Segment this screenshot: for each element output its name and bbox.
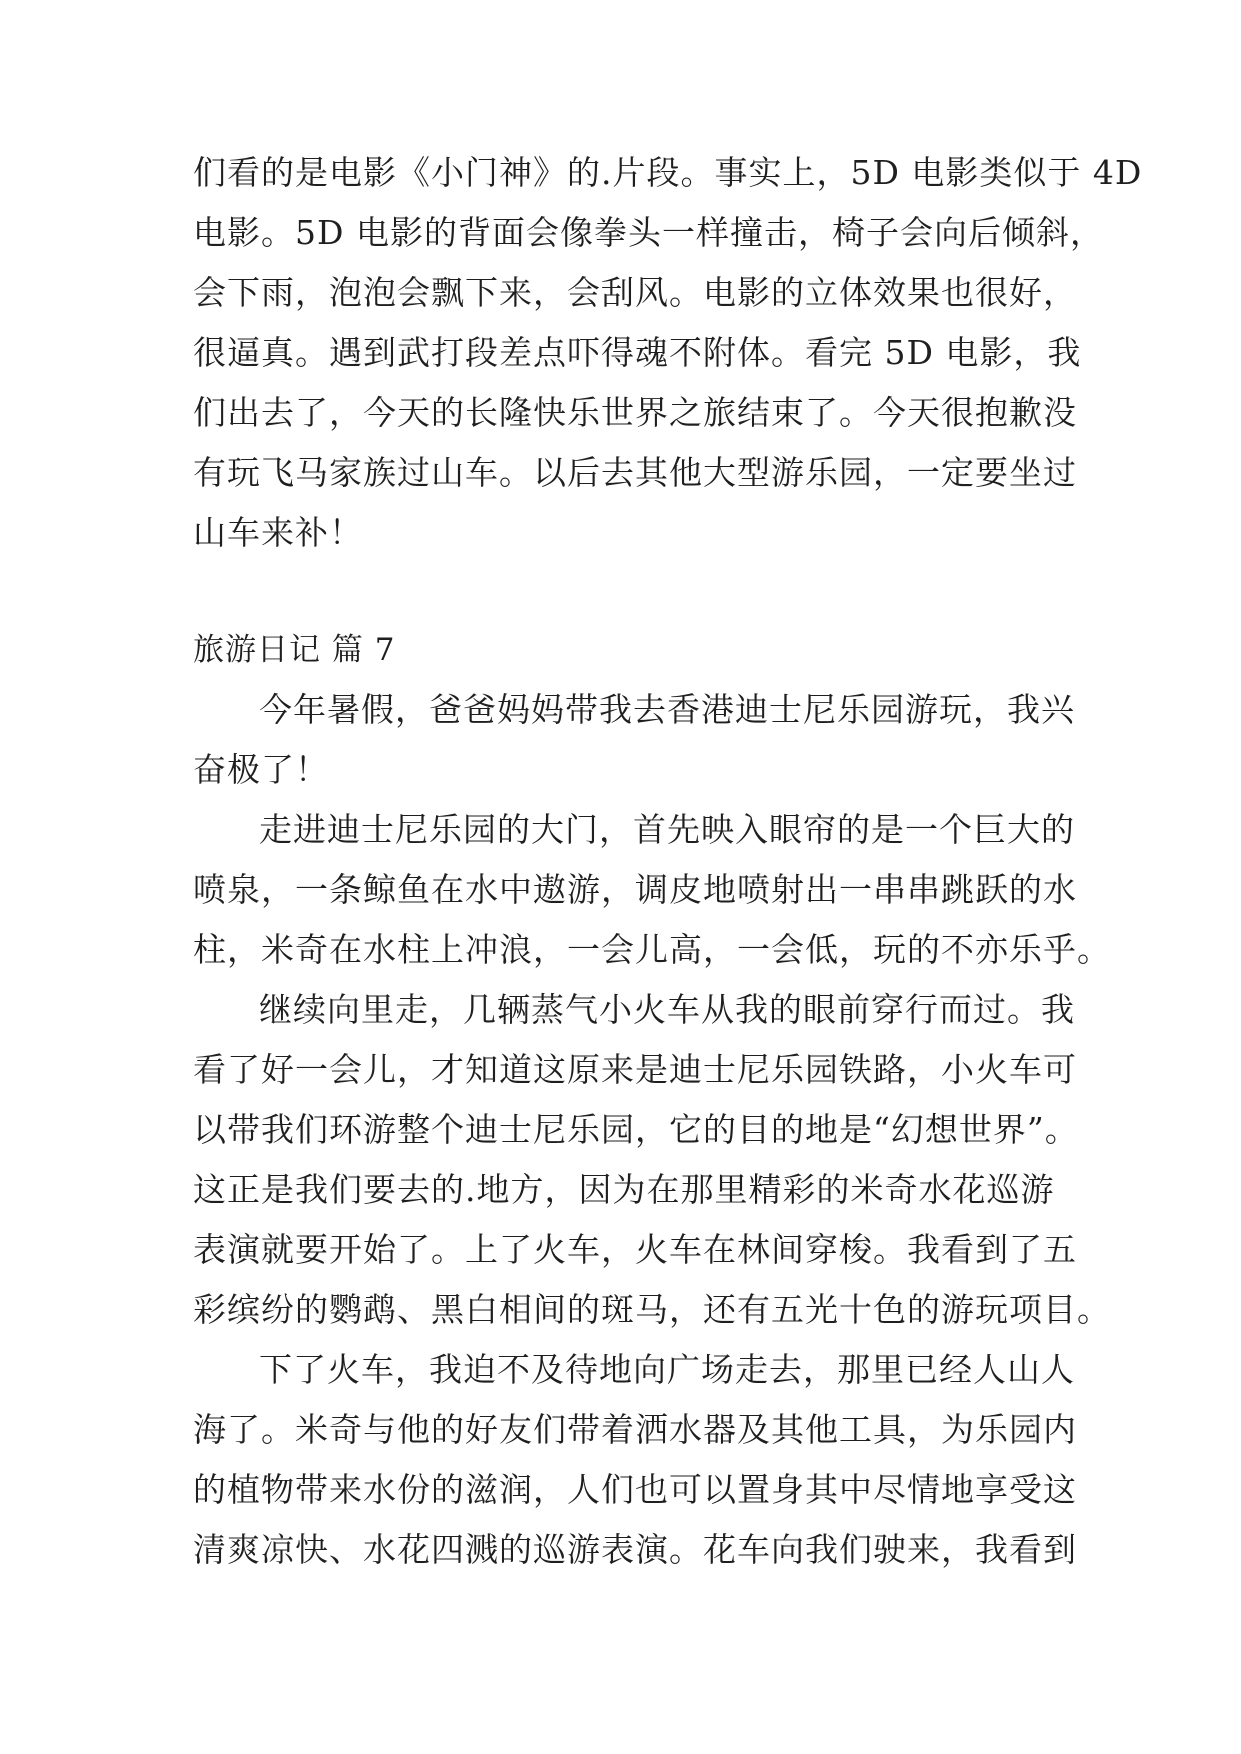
- text-line: 们看的是电影《小门神》的.片段。事实上，5D 电影类似于 4D: [193, 153, 1143, 192]
- section-title: 旅游日记 篇 7: [193, 632, 396, 668]
- text-line: 会下雨，泡泡会飘下来，会刮风。电影的立体效果也很好，: [193, 273, 1077, 312]
- text-line: 山车来补！: [193, 513, 363, 552]
- text-line: 柱，米奇在水柱上冲浪，一会儿高，一会低，玩的不亦乐乎。: [193, 930, 1111, 969]
- text-line: 彩缤纷的鹦鹉、黑白相间的斑马，还有五光十色的游玩项目。: [193, 1290, 1111, 1329]
- text-line: 奋极了！: [193, 750, 329, 789]
- body-text: [193, 680, 1111, 1580]
- text-line: 继续向里走，几辆蒸气小火车从我的眼前穿行而过。我: [259, 990, 1075, 1029]
- text-line: 的植物带来水份的滋润，人们也可以置身其中尽情地享受这: [193, 1470, 1077, 1509]
- text-line: 们出去了，今天的长隆快乐世界之旅结束了。今天很抱歉没: [193, 393, 1077, 432]
- paragraph: [193, 800, 1111, 980]
- text-line: 很逼真。遇到武打段差点吓得魂不附体。看完 5D 电影，我: [193, 333, 1082, 372]
- text-line: 清爽凉快、水花四溅的巡游表演。花车向我们驶来，我看到: [193, 1530, 1077, 1569]
- text-line: 有玩飞马家族过山车。以后去其他大型游乐园，一定要坐过: [193, 453, 1077, 492]
- text-line: 表演就要开始了。上了火车，火车在林间穿梭。我看到了五: [193, 1230, 1077, 1269]
- paragraph: [193, 1340, 1077, 1580]
- text-line: 下了火车，我迫不及待地向广场走去，那里已经人山人: [259, 1350, 1075, 1389]
- text-line: 以带我们环游整个迪士尼乐园，它的目的地是“幻想世界”。: [193, 1110, 1079, 1149]
- text-line: 走进迪士尼乐园的大门，首先映入眼帘的是一个巨大的: [259, 810, 1075, 849]
- text-line: 海了。米奇与他的好友们带着洒水器及其他工具，为乐园内: [193, 1410, 1077, 1449]
- text-line: 看了好一会儿，才知道这原来是迪士尼乐园铁路，小火车可: [193, 1050, 1077, 1089]
- text-line: 今年暑假，爸爸妈妈带我去香港迪士尼乐园游玩，我兴: [259, 690, 1075, 729]
- text-line: 这正是我们要去的.地方，因为在那里精彩的米奇水花巡游: [193, 1170, 1055, 1209]
- continuation-paragraph: [193, 143, 1143, 563]
- text-line: 喷泉，一条鲸鱼在水中遨游，调皮地喷射出一串串跳跃的水: [193, 870, 1077, 909]
- paragraph: [193, 680, 1073, 800]
- text-line: 电影。5D 电影的背面会像拳头一样撞击，椅子会向后倾斜，: [193, 213, 1104, 252]
- paragraph: [193, 980, 1111, 1340]
